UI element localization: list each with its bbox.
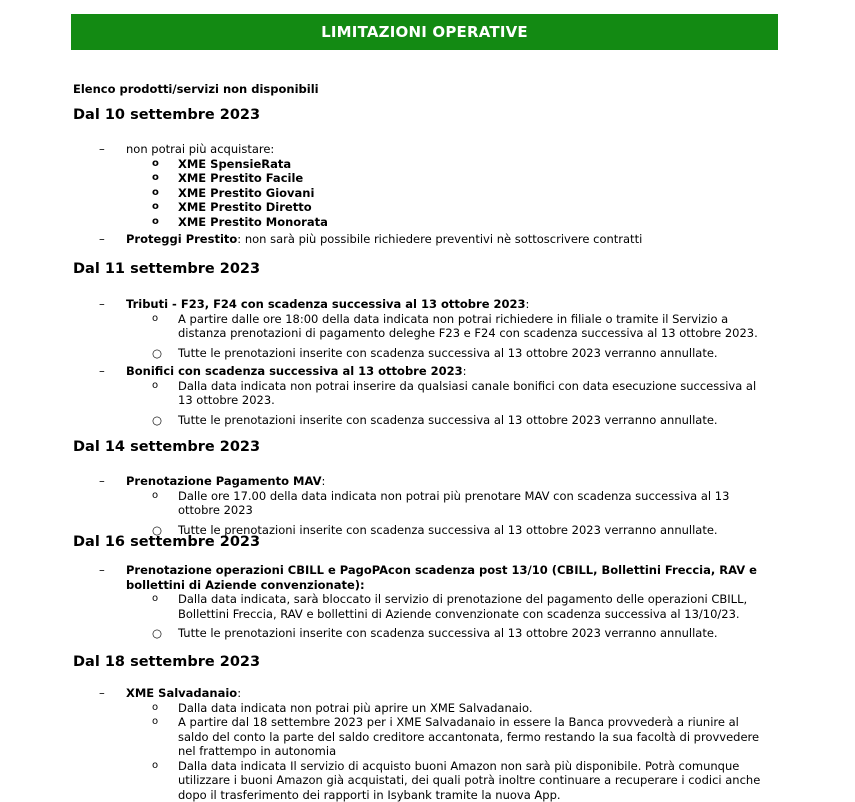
section-heading: Dal 10 settembre 2023 — [73, 104, 773, 126]
sub-item: ○ Tutte le prenotazioni inserite con scadenza successiva al 13 ottobre 2023 verranno annullate. — [73, 523, 773, 538]
section-sep16 — [73, 531, 773, 641]
list-item — [73, 686, 773, 701]
sub-item: o Dalla data indicata Il servizio di acquisto buoni Amazon non sarà più disponibile. Potrà comunque utilizzare i buoni Amazon già acquistati, dei quali potrà inoltre continuare a recuperare i codici anche dopo il trasferimento dei rapporti in Isybank tramite la nuova App. — [73, 759, 773, 802]
sub-item: o XME SpensieRata — [73, 157, 773, 172]
sub-item: o A partire dal 18 settembre 2023 per i XME Salvadanaio in essere la Banca provvederà a riunire al saldo del conto la parte del saldo creditore accantonata, fermo restando la sua facoltà di provvedere nel frattempo in autonomia — [73, 715, 773, 759]
intro-text: Elenco prodotti/servizi non disponibili — [73, 82, 319, 96]
list-item — [73, 364, 773, 379]
sub-item: o XME Prestito Giovani — [73, 186, 773, 201]
dash-marker: – — [99, 142, 105, 157]
list-item — [73, 232, 773, 247]
dash-marker: – — [99, 297, 105, 312]
bullet-icon: o — [152, 200, 159, 215]
sub-item: o XME Prestito Monorata — [73, 215, 773, 230]
bullet-icon: o — [152, 379, 158, 394]
section-heading: Dal 16 settembre 2023 — [73, 531, 773, 553]
section-heading: Dal 18 settembre 2023 — [73, 651, 773, 673]
item-lead: Bonifici con scadenza successiva al 13 ottobre 2023 — [126, 364, 463, 378]
bullet-icon: o — [152, 759, 158, 774]
bullet-icon: o — [152, 701, 158, 716]
bullet-icon: o — [152, 312, 158, 327]
sub-item: o A partire dalle ore 18:00 della data indicata non potrai richiedere in filiale o tramite il Servizio a distanza prenotazioni di pagamento deleghe F23 e F24 con scadenza successiva al 13 ottobre 2023. — [73, 312, 773, 341]
sub-list — [73, 157, 773, 230]
page-title: LIMITAZIONI OPERATIVE — [321, 23, 528, 41]
bullet-icon: ○ — [152, 413, 162, 428]
list-item — [73, 474, 773, 489]
list-item — [73, 297, 773, 312]
dash-marker: – — [99, 232, 105, 247]
item-text: : — [526, 297, 530, 311]
bullet-icon: ○ — [152, 346, 162, 361]
dash-marker: – — [99, 563, 105, 578]
dash-marker: – — [99, 474, 105, 489]
bullet-icon: ○ — [152, 523, 162, 538]
sub-item: o Dalla data indicata non potrai inserire da qualsiasi canale bonifici con data esecuzione successiva al 13 ottobre 2023. — [73, 379, 773, 408]
bullet-icon: o — [152, 171, 159, 186]
dash-marker: – — [99, 686, 105, 701]
bullet-icon: o — [152, 186, 159, 201]
sub-item: o Dalla data indicata, sarà bloccato il servizio di prenotazione del pagamento delle operazioni CBILL, Bollettini Freccia, RAV e bollettini di Aziende convenzionate con scadenza successiva al 13/10/23. — [73, 592, 763, 621]
item-lead: XME Salvadanaio — [126, 686, 237, 700]
sub-item: ○ Tutte le prenotazioni inserite con scadenza successiva al 13 ottobre 2023 verranno annullate. — [73, 626, 773, 641]
sub-item: o Dalle ore 17.00 della data indicata non potrai più prenotare MAV con scadenza successiva al 13 ottobre 2023 — [73, 489, 773, 518]
page-banner — [71, 14, 778, 50]
item-lead: Proteggi Prestito — [126, 232, 237, 246]
section-sep14 — [73, 436, 773, 537]
sub-item: o Dalla data indicata non potrai più aprire un XME Salvadanaio. — [73, 701, 773, 716]
section-sep18 — [73, 651, 773, 802]
list-item — [73, 142, 773, 157]
sub-item: ○ Tutte le prenotazioni inserite con scadenza successiva al 13 ottobre 2023 verranno annullate. — [73, 413, 773, 428]
sub-item: o XME Prestito Facile — [73, 171, 773, 186]
list-item — [73, 563, 766, 592]
section-sep11 — [73, 258, 773, 427]
item-lead: Prenotazione Pagamento MAV — [126, 474, 321, 488]
section-sep10 — [73, 104, 773, 247]
bullet-icon: o — [152, 215, 159, 230]
sub-item: ○ Tutte le prenotazioni inserite con scadenza successiva al 13 ottobre 2023 verranno annullate. — [73, 346, 773, 361]
bullet-icon: o — [152, 715, 158, 730]
item-lead: Tributi - F23, F24 con scadenza successiva al 13 ottobre 2023 — [126, 297, 526, 311]
item-text: : — [237, 686, 241, 700]
section-heading: Dal 11 settembre 2023 — [73, 258, 773, 280]
bullet-icon: o — [152, 157, 159, 172]
bullet-icon: ○ — [152, 626, 162, 641]
dash-marker: – — [99, 364, 105, 379]
item-text: : — [463, 364, 467, 378]
item-text: : non sarà più possibile richiedere preventivi nè sottoscrivere contratti — [237, 232, 642, 246]
item-text: : — [321, 474, 325, 488]
section-heading: Dal 14 settembre 2023 — [73, 436, 773, 458]
item-text: non potrai più acquistare: — [126, 142, 274, 156]
bullet-icon: o — [152, 592, 158, 607]
bullet-icon: o — [152, 489, 158, 504]
sub-item: o XME Prestito Diretto — [73, 200, 773, 215]
item-lead: Prenotazione operazioni CBILL e PagoPAcon scadenza post 13/10 (CBILL, Bollettini Freccia, RAV e bollettini di Aziende convenzionate): — [126, 563, 757, 592]
